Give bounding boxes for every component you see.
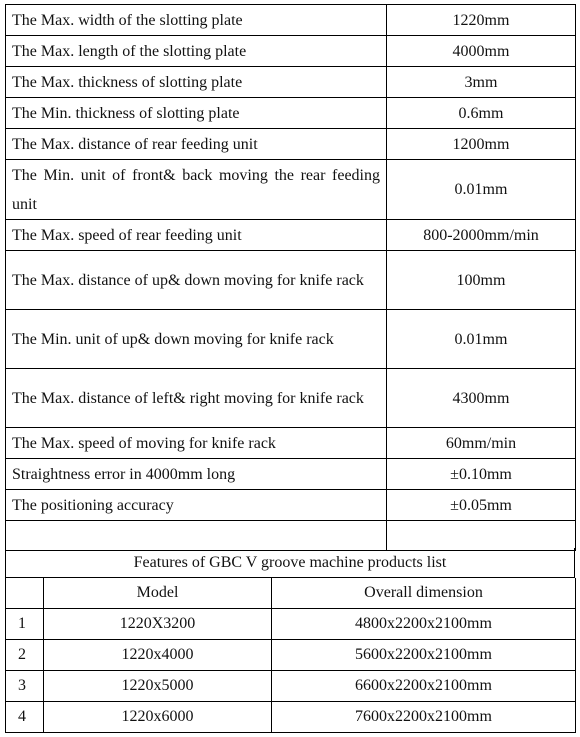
features-title: Features of GBC V groove machine products list — [5, 548, 575, 578]
spec-value: ±0.10mm — [387, 459, 576, 490]
spec-value: 4300mm — [387, 369, 576, 428]
spec-value: 0.01mm — [387, 160, 576, 220]
spec-value: 800-2000mm/min — [387, 220, 576, 251]
spec-value: 3mm — [387, 67, 576, 98]
table-row — [6, 220, 576, 251]
model-cell: 1220X3200 — [44, 609, 272, 640]
table-row — [6, 5, 576, 36]
dimension-cell: 4800x2200x2100mm — [272, 609, 576, 640]
spec-value: 0.01mm — [387, 310, 576, 369]
spec-param: The Min. unit of front& back moving the rear feeding unit — [6, 160, 387, 220]
row-index: 4 — [6, 702, 44, 733]
table-row — [6, 369, 576, 428]
spec-param: The Max. distance of left& right moving for knife rack — [6, 369, 387, 428]
table-row — [6, 67, 576, 98]
empty-cell — [387, 521, 576, 551]
spec-param: The Max. distance of up& down moving for knife rack — [6, 251, 387, 310]
model-cell: 1220x4000 — [44, 640, 272, 671]
table-row — [6, 640, 576, 671]
spec-param: The Max. speed of rear feeding unit — [6, 220, 387, 251]
table-row — [6, 671, 576, 702]
spec-param: Straightness error in 4000mm long — [6, 459, 387, 490]
table-row — [6, 310, 576, 369]
spec-param: The Min. unit of up& down moving for knife rack — [6, 310, 387, 369]
spec-value: 60mm/min — [387, 428, 576, 459]
model-cell: 1220x5000 — [44, 671, 272, 702]
row-index: 3 — [6, 671, 44, 702]
table-row — [6, 490, 576, 521]
spec-param: The Max. length of the slotting plate — [6, 36, 387, 67]
spec-param: The Max. speed of moving for knife rack — [6, 428, 387, 459]
empty-row — [6, 521, 576, 551]
table-row — [6, 36, 576, 67]
spec-value: 100mm — [387, 251, 576, 310]
dimension-cell: 5600x2200x2100mm — [272, 640, 576, 671]
spec-value: 0.6mm — [387, 98, 576, 129]
table-row — [6, 428, 576, 459]
spec-value: ±0.05mm — [387, 490, 576, 521]
table-row — [6, 98, 576, 129]
table-header-row — [6, 578, 576, 609]
features-table — [5, 578, 576, 733]
table-row — [6, 459, 576, 490]
spec-param: The Max. distance of rear feeding unit — [6, 129, 387, 160]
spec-param: The Min. thickness of slotting plate — [6, 98, 387, 129]
dimension-header: Overall dimension — [272, 578, 576, 609]
table-row — [6, 702, 576, 733]
table-row — [6, 609, 576, 640]
index-header — [6, 578, 44, 609]
spec-param: The positioning accuracy — [6, 490, 387, 521]
table-row — [6, 129, 576, 160]
empty-cell — [6, 521, 387, 551]
spec-value: 4000mm — [387, 36, 576, 67]
spec-value: 1220mm — [387, 5, 576, 36]
dimension-cell: 7600x2200x2100mm — [272, 702, 576, 733]
table-row — [6, 251, 576, 310]
model-header: Model — [44, 578, 272, 609]
spec-param: The Max. thickness of slotting plate — [6, 67, 387, 98]
spec-param: The Max. width of the slotting plate — [6, 5, 387, 36]
spec-value: 1200mm — [387, 129, 576, 160]
table-row — [6, 160, 576, 220]
spec-table — [5, 4, 576, 551]
dimension-cell: 6600x2200x2100mm — [272, 671, 576, 702]
row-index: 1 — [6, 609, 44, 640]
model-cell: 1220x6000 — [44, 702, 272, 733]
row-index: 2 — [6, 640, 44, 671]
